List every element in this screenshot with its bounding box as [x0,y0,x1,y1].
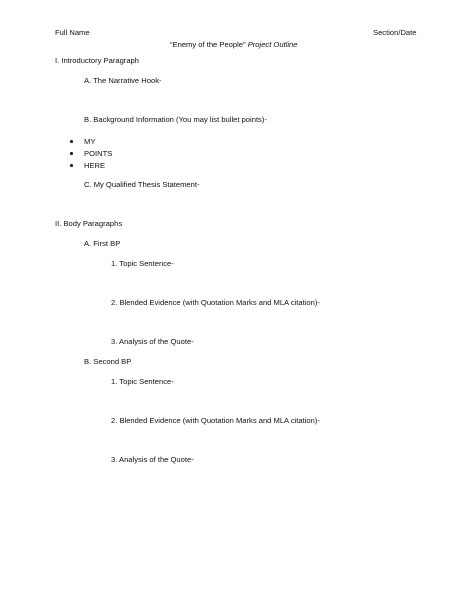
first-bp-analysis: 3. Analysis of the Quote- [111,337,194,346]
bullet-item: POINTS [84,149,113,158]
first-bp-topic: 1. Topic Sentence- [111,259,174,268]
page-title [170,41,298,49]
bullet-dot [70,140,73,143]
first-bp-label: A. First BP [84,239,121,248]
intro-background: B. Background Information (You may list bullet points)- [84,115,267,124]
second-bp-analysis: 3. Analysis of the Quote- [111,455,194,464]
bullet-item: MY [84,137,96,146]
second-bp-label: B. Second BP [84,357,132,366]
second-bp-evidence: 2. Blended Evidence (with Quotation Marks and MLA citation)- [111,416,320,425]
bullet-dot [70,152,73,155]
first-bp-evidence: 2. Blended Evidence (with Quotation Marks and MLA citation)- [111,298,320,307]
title-quoted: “Enemy of the People” [170,40,246,49]
intro-thesis: C. My Qualified Thesis Statement- [84,180,200,189]
full-name-label: Full Name [55,28,90,37]
title-suffix: Project Outline [247,40,298,49]
section-date-label: Section/Date [373,28,417,37]
bullet-dot [70,164,73,167]
section-heading-intro: I. Introductory Paragraph [55,56,139,65]
second-bp-topic: 1. Topic Sentence- [111,377,174,386]
section-heading-body: II. Body Paragraphs [55,219,123,228]
bullet-item: HERE [84,161,106,170]
intro-hook: A. The Narrative Hook- [84,76,162,85]
